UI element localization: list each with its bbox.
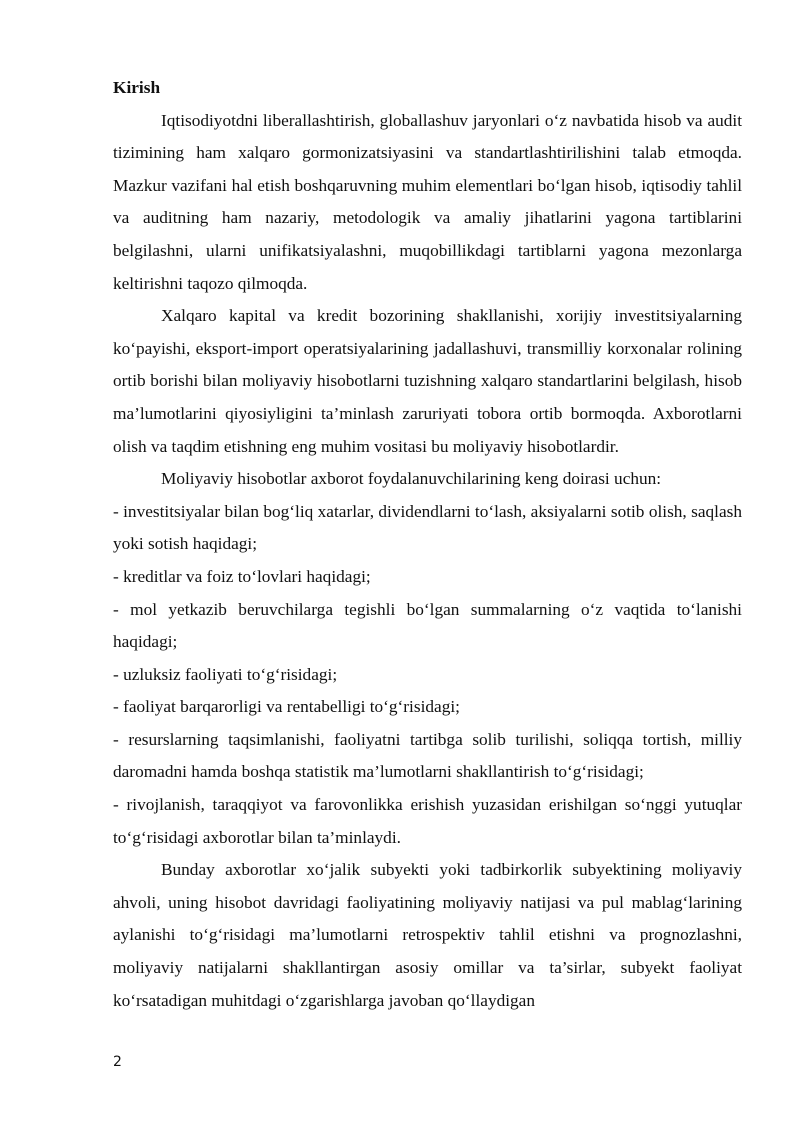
list-item: - resurslarning taqsimlanishi, faoliyatni tartibga solib turilishi, soliqqa tortish, milliy daromadni hamda boshqa statistik ma’lumotlarni shakllantirish to‘g‘risidagi; — [113, 729, 742, 782]
list-item: - kreditlar va foiz to‘lovlari haqidagi; — [113, 566, 371, 586]
paragraph-intro: Iqtisodiyotdni liberallashtirish, globallashuv jaryonlari o‘z navbatida hisob va audit tizimining ham xalqaro gormonizatsiyasini va standartlashtirilishini talab etmoqda. Mazkur vazifani hal etish boshqaruvning muhim elementlari bo‘lgan hisob, iqtisodiy tahlil va auditning ham nazariy, metodologik va amaliy jihatlarini yagona tartiblarini belgilashni, ularni unifikatsiyalashni, muqobillikdagi tartiblarni yagona mezonlarga keltirishni taqozo qilmoqda. — [113, 110, 742, 293]
list-item: - rivojlanish, taraqqiyot va farovonlikka erishish yuzasidan erishilgan so‘nggi yutuqlar to‘g‘risidagi axborotlar bilan ta’minlaydi. — [113, 795, 742, 847]
list-item: - faoliyat barqarorligi va rentabelligi to‘g‘risidagi; — [113, 697, 460, 717]
page-title: Kirish — [113, 78, 161, 97]
list-item: - mol yetkazib beruvchilarga tegishli bo‘lgan summalarning o‘z vaqtida to‘lanishi haqidagi; — [113, 599, 742, 652]
document-body — [113, 72, 742, 1017]
paragraph-users: Moliyaviy hisobotlar axborot foydalanuvchilarining keng doirasi uchun: — [161, 469, 662, 489]
page-number: 2 — [113, 1054, 122, 1070]
paragraph-capital-market: Xalqaro kapital va kredit bozorining shakllanishi, xorijiy investitsiyalarning ko‘payishi, eksport-import operatsiyalarining jadallashuvi, transmilliy korxonalar rolining ortib borishi bilan moliyaviy hisobotlarni tuzishning xalqaro standartlarini belgilash, hisob ma’lumotlarini qiyosiyligini ta’minlash zaruriyati tobora ortib bormoqda. Axborotlarni olish va taqdim etishning eng muhim vositasi bu moliyaviy hisobotlardir. — [113, 306, 742, 456]
list-item: - uzluksiz faoliyati to‘g‘risidagi; — [113, 664, 338, 684]
list-item: - investitsiyalar bilan bog‘liq xatarlar, dividendlarni to‘lash, aksiyalarni sotib olish, saqlash yoki sotish haqidagi; — [113, 501, 742, 554]
paragraph-final: Bunday axborotlar xo‘jalik subyekti yoki tadbirkorlik subyektining moliyaviy ahvoli, uning hisobot davridagi faoliyatining moliyaviy natijasi va pul mablag‘larining aylanishi to‘g‘risidagi ma’lumotlarni retrospektiv tahlil etishni va prognozlashni, moliyaviy natijalarni shakllantirgan asosiy omillar va ta’sirlar, subyekt faoliyat ko‘rsatadigan muhitdagi o‘zgarishlarga javoban qo‘llaydigan — [113, 860, 742, 1010]
